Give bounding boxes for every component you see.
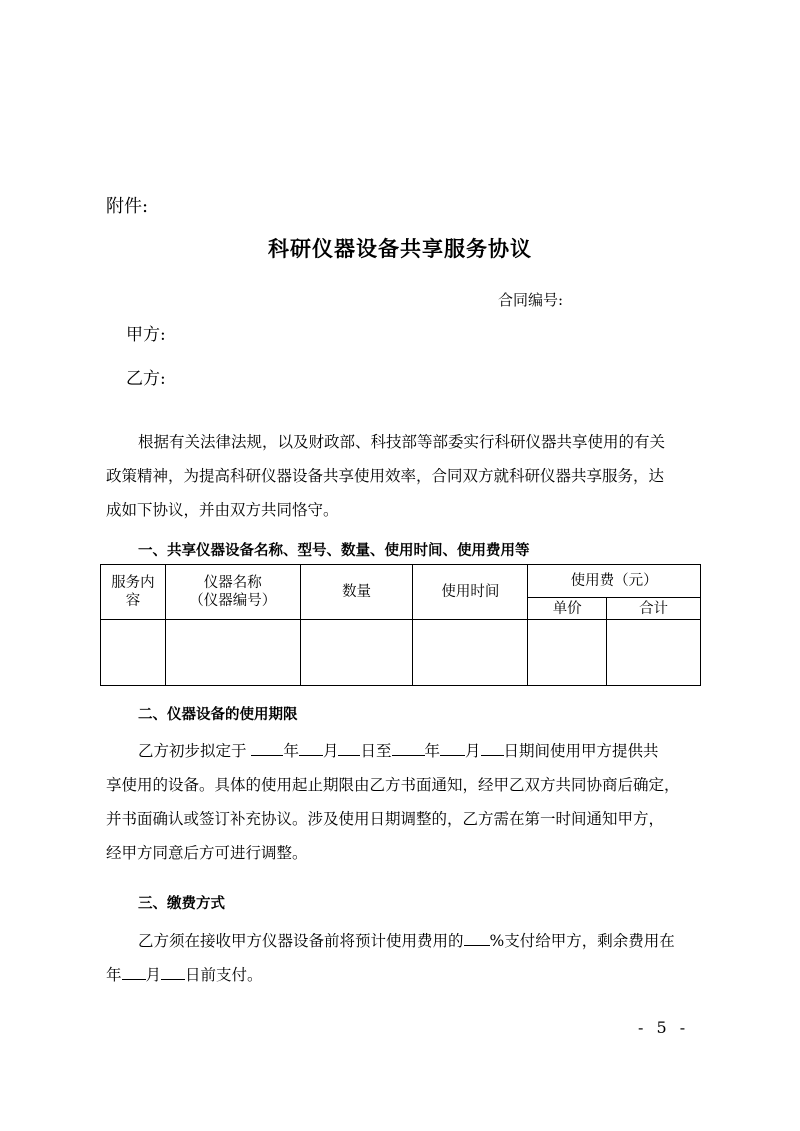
table-header-row <box>101 565 701 598</box>
section-2-paragraph <box>106 734 706 870</box>
cell-quantity[interactable] <box>300 620 413 686</box>
start-year-blank[interactable] <box>251 739 283 756</box>
section-2-line-3: 并书面确认或签订补充协议。涉及使用日期调整的，乙方需在第一时间通知甲方， <box>106 810 665 828</box>
instrument-table <box>100 564 701 686</box>
payment-line-1: 乙方须在接收甲方仪器设备前将预计使用费用的 %支付给甲方，剩余费用在 <box>106 924 706 958</box>
intro-line-1: 根据有关法律法规，以及财政部、科技部等部委实行科研仪器共享使用的有关 <box>138 433 666 451</box>
section-2-heading: 二、仪器设备的使用期限 <box>138 707 298 723</box>
intro-paragraph <box>106 425 706 527</box>
end-month-blank[interactable] <box>440 739 465 756</box>
cell-total[interactable] <box>607 620 701 686</box>
header-instrument: 仪器名称 （仪器编号） <box>165 565 300 620</box>
header-quantity: 数量 <box>300 565 413 620</box>
intro-line-2: 政策精神，为提高科研仪器设备共享使用效率，合同双方就科研仪器共享服务，达 <box>106 467 665 485</box>
end-year-blank[interactable] <box>392 739 425 756</box>
end-day-blank[interactable] <box>481 739 504 756</box>
table-row <box>101 620 701 686</box>
party-b-label: 乙方: <box>126 369 166 389</box>
cell-time[interactable] <box>413 620 528 686</box>
attachment-label: 附件: <box>106 196 149 217</box>
contract-number-label: 合同编号: <box>498 291 564 309</box>
section-2-line-4: 经甲方同意后方可进行调整。 <box>106 844 308 862</box>
payment-line-2: 年 月 日前支付。 <box>106 958 706 992</box>
section-2-line-2: 享使用的设备。具体的使用起止期限由乙方书面通知，经甲乙双方共同协商后确定， <box>106 776 680 794</box>
payment-month-blank[interactable] <box>122 963 146 980</box>
payment-day-blank[interactable] <box>161 963 185 980</box>
header-service: 服务内 容 <box>101 565 166 620</box>
cell-instrument[interactable] <box>165 620 300 686</box>
header-unit-price: 单价 <box>528 598 607 620</box>
section-3-paragraph <box>106 924 706 992</box>
page-number: - 5 - <box>638 1018 690 1037</box>
cell-unit-price[interactable] <box>528 620 607 686</box>
payment-percent-blank[interactable] <box>464 929 490 946</box>
section-3-heading: 三、缴费方式 <box>138 896 225 912</box>
header-fee: 使用费（元） <box>528 565 701 598</box>
start-month-blank[interactable] <box>299 739 323 756</box>
intro-line-3: 成如下协议，并由双方共同恪守。 <box>106 501 339 519</box>
header-total: 合计 <box>607 598 701 620</box>
document-title: 科研仪器设备共享服务协议 <box>268 237 532 261</box>
header-time: 使用时间 <box>413 565 528 620</box>
usage-period-line: 乙方初步拟定于 年 月 日至 年 月 日期间使用甲方提供共 <box>106 734 706 768</box>
cell-service[interactable] <box>101 620 166 686</box>
section-1-heading: 一、共享仪器设备名称、型号、数量、使用时间、使用费用等 <box>138 543 530 559</box>
party-a-label: 甲方: <box>126 325 166 345</box>
start-day-blank[interactable] <box>338 739 360 756</box>
